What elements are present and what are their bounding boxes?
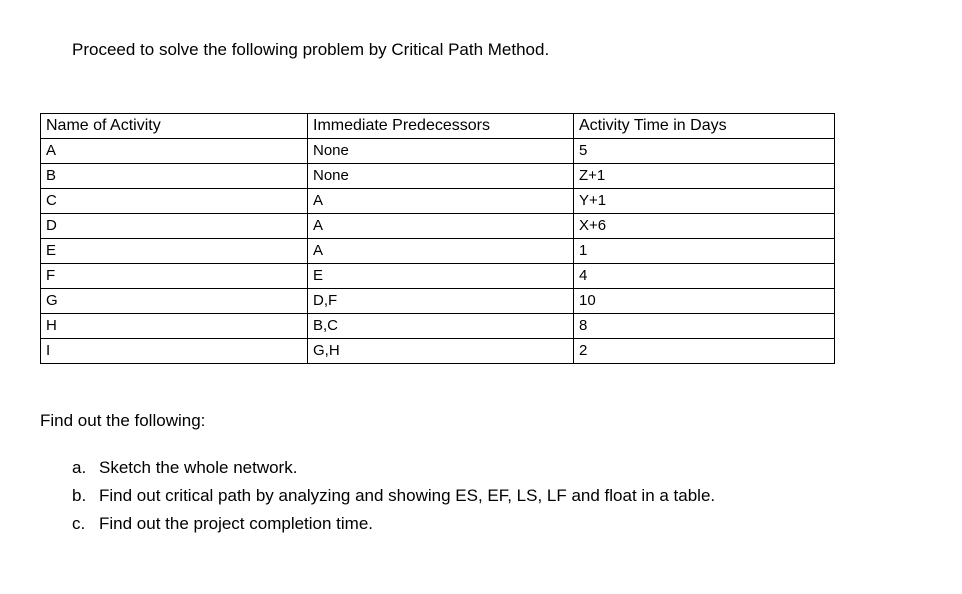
- activity-time: Z+1: [574, 164, 835, 189]
- list-marker: b.: [72, 486, 87, 505]
- activity-time: 8: [574, 314, 835, 339]
- table-row: [41, 314, 835, 339]
- table-row: [41, 214, 835, 239]
- activity-predecessors: A: [308, 189, 574, 214]
- activity-time: 1: [574, 239, 835, 264]
- activity-name: E: [41, 239, 308, 264]
- activity-predecessors: G,H: [308, 339, 574, 364]
- activity-predecessors: B,C: [308, 314, 574, 339]
- table-row: [41, 139, 835, 164]
- activity-predecessors: E: [308, 264, 574, 289]
- activity-time: 10: [574, 289, 835, 314]
- activity-table: [40, 113, 835, 364]
- task-list: [72, 457, 715, 541]
- activity-name: C: [41, 189, 308, 214]
- table-row: [41, 239, 835, 264]
- list-item: [72, 513, 715, 541]
- activity-name: B: [41, 164, 308, 189]
- header-activity-time: Activity Time in Days: [574, 114, 835, 139]
- activity-time: X+6: [574, 214, 835, 239]
- table-row: [41, 164, 835, 189]
- task-text: Find out the project completion time.: [99, 514, 374, 533]
- header-name-of-activity: Name of Activity: [41, 114, 308, 139]
- table-header-row: [41, 114, 835, 139]
- activity-predecessors: A: [308, 239, 574, 264]
- activity-name: H: [41, 314, 308, 339]
- activity-time: 4: [574, 264, 835, 289]
- table-row: [41, 264, 835, 289]
- activity-name: I: [41, 339, 308, 364]
- activity-name: G: [41, 289, 308, 314]
- activity-predecessors: D,F: [308, 289, 574, 314]
- list-marker: c.: [72, 514, 86, 533]
- list-marker: a.: [72, 458, 87, 477]
- activity-name: A: [41, 139, 308, 164]
- header-immediate-predecessors: Immediate Predecessors: [308, 114, 574, 139]
- list-item: [72, 485, 715, 513]
- activity-name: D: [41, 214, 308, 239]
- activity-time: Y+1: [574, 189, 835, 214]
- task-text: Sketch the whole network.: [99, 458, 298, 477]
- list-item: [72, 457, 715, 485]
- activity-predecessors: None: [308, 164, 574, 189]
- table-row: [41, 289, 835, 314]
- task-text: Find out critical path by analyzing and showing ES, EF, LS, LF and float in a table.: [99, 486, 716, 505]
- problem-statement: Proceed to solve the following problem by Critical Path Method.: [72, 40, 550, 59]
- table-row: [41, 339, 835, 364]
- activity-predecessors: A: [308, 214, 574, 239]
- activity-name: F: [41, 264, 308, 289]
- activity-predecessors: None: [308, 139, 574, 164]
- activity-time: 2: [574, 339, 835, 364]
- table-row: [41, 189, 835, 214]
- activity-time: 5: [574, 139, 835, 164]
- find-heading: Find out the following:: [40, 411, 206, 430]
